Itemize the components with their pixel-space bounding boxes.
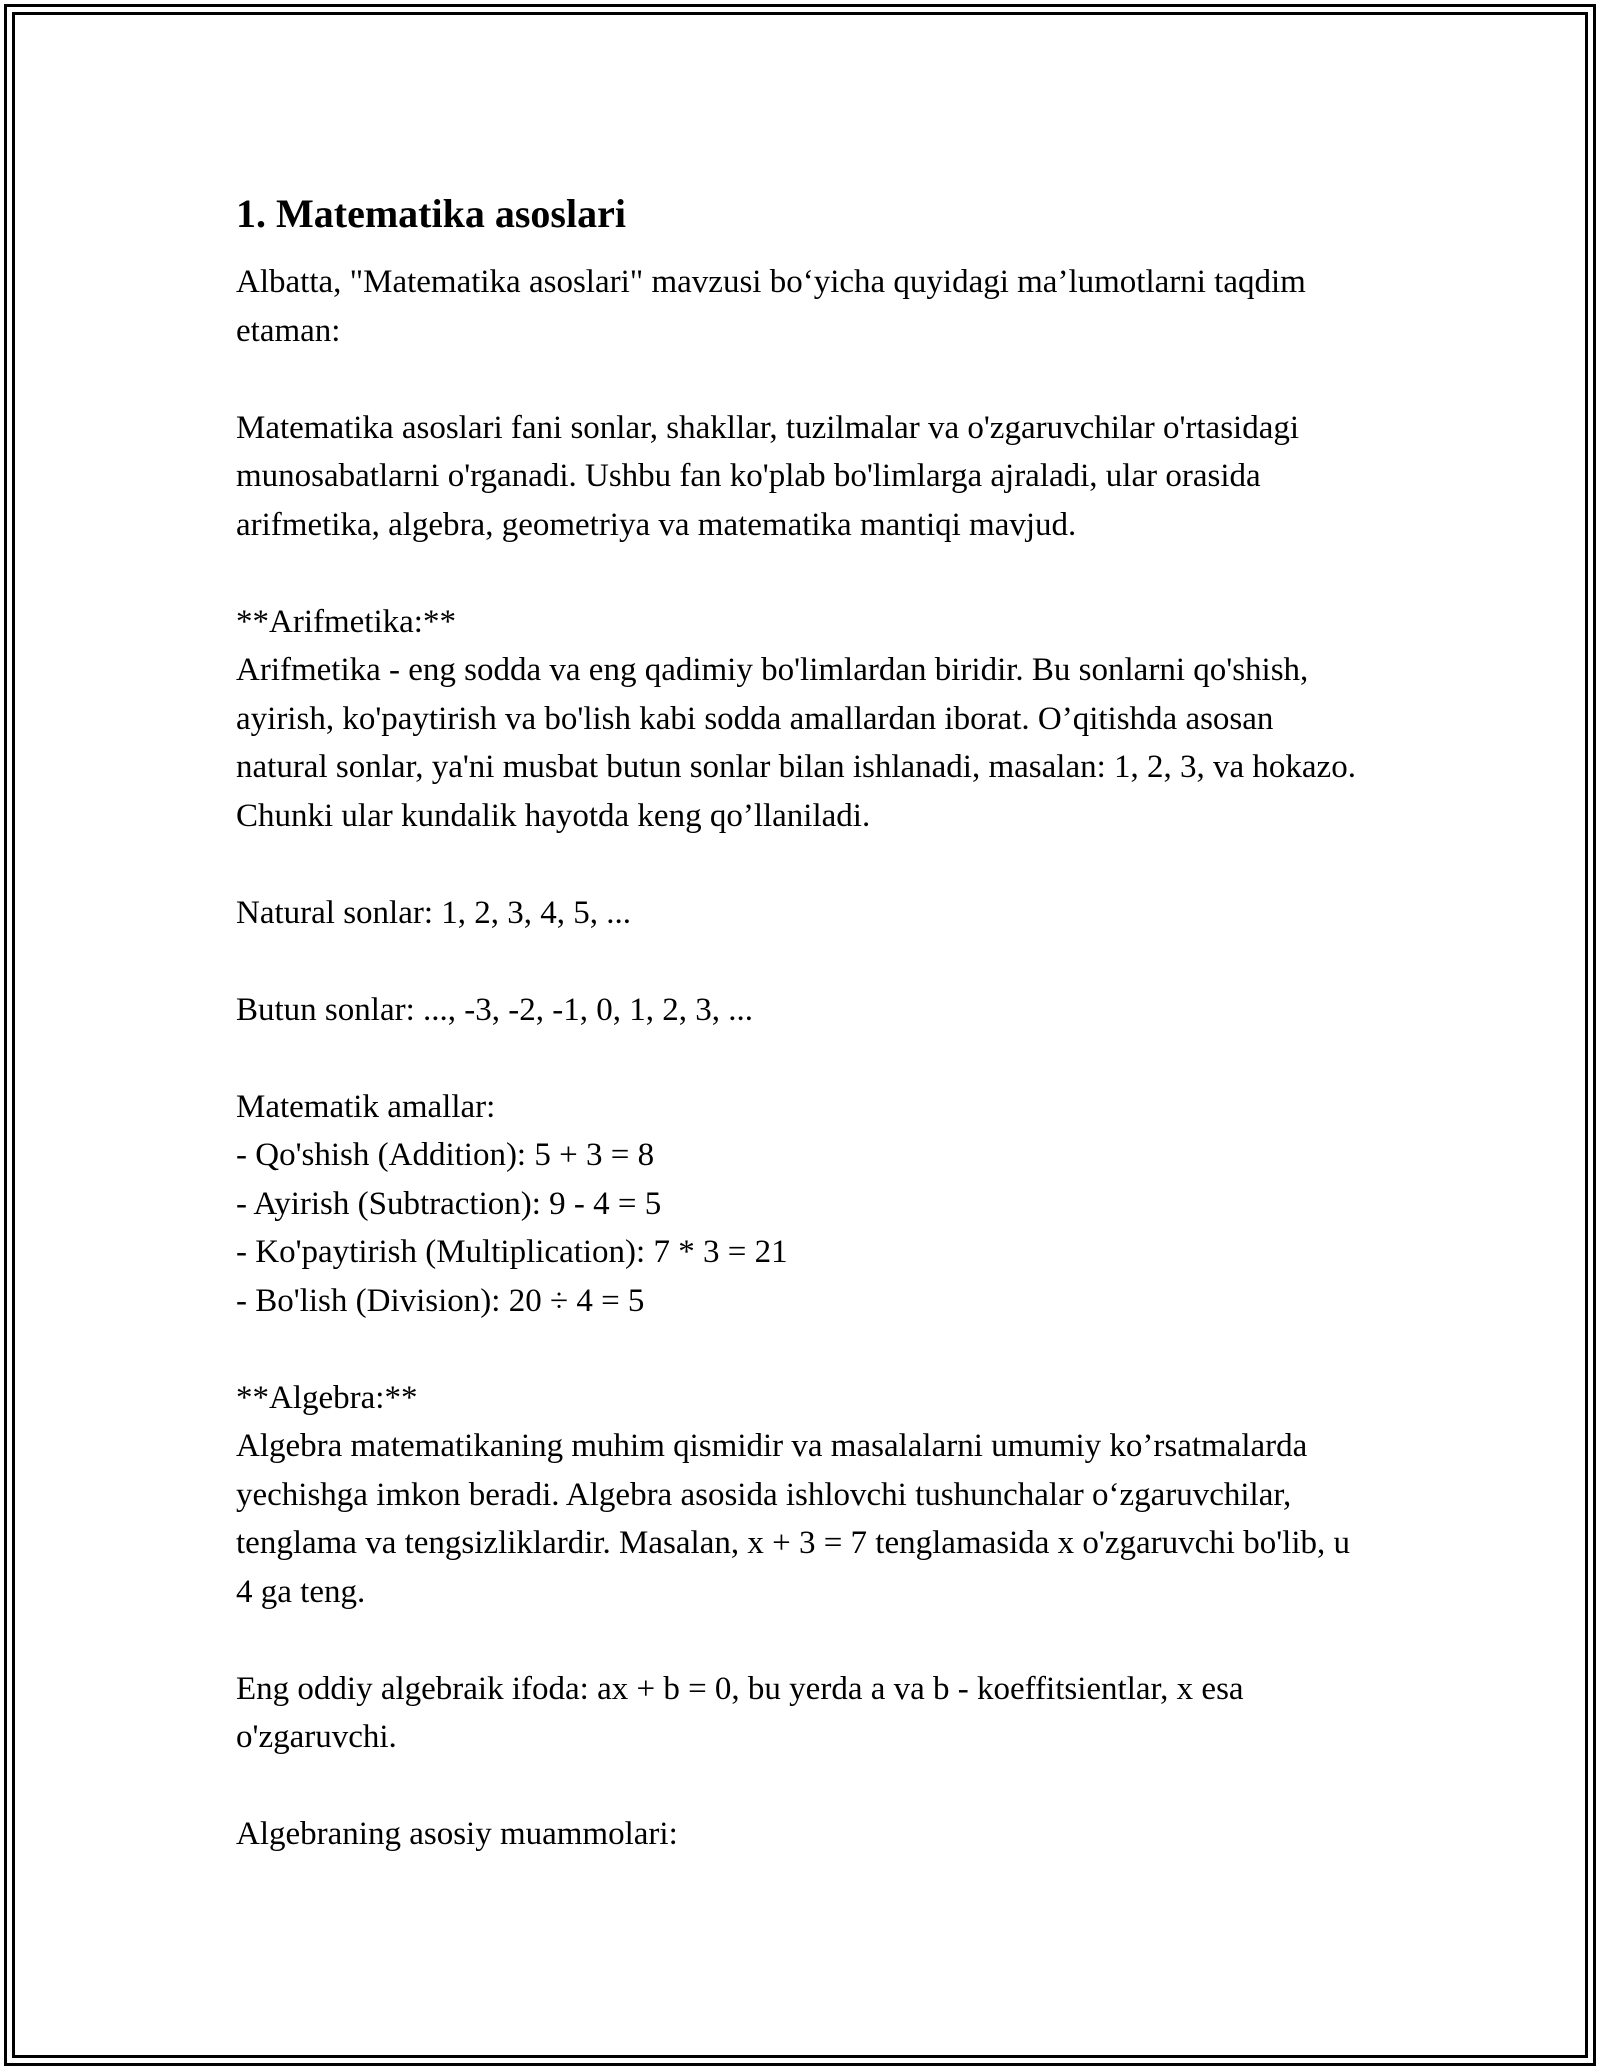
operation-item-division: - Bo'lish (Division): 20 ÷ 4 = 5 [236,1282,645,1319]
operation-item-subtraction: - Ayirish (Subtraction): 9 - 4 = 5 [236,1185,662,1222]
operations-list [236,1083,1366,1326]
arithmetic-title: **Arifmetika:** [236,603,456,640]
integers-line: Butun sonlar: ..., -3, -2, -1, 0, 1, 2, 3, ... [236,991,753,1028]
operations-title: Matematik amallar: [236,1088,496,1125]
simplest-expression-paragraph: Eng oddiy algebraik ifoda: ax + b = 0, bu yerda a va b - koeffitsientlar, x esa o'zgaruvchi. [236,1670,1244,1755]
page-title: 1. Matematika asoslari [236,191,626,236]
main-problems-line: Algebraning asosiy muammolari: [236,1816,678,1852]
overview-paragraph: Matematika asoslari fani sonlar, shakllar, tuzilmalar va o'zgaruvchilar o'rtasidagi munosabatlarni o'rganadi. Ushbu fan ko'plab bo'limlarga ajraladi, ular orasida arifmetika, algebra, geometriya va matematika mantiqi mavjud. [236,409,1300,543]
operation-item-multiplication: - Ko'paytirish (Multiplication): 7 * 3 = 21 [236,1234,788,1270]
algebra-paragraph: Algebra matematikaning muhim qismidir va masalalarni umumiy ko’rsatmalarda yechishga imkon beradi. Algebra asosida ishlovchi tushunchalar o‘zgaruvchilar, tenglama va tengsizliklardir. Masalan, x + 3 = 7 tenglamasida x o'zgaruvchi bo'lib, u 4 ga teng. [236,1428,1350,1610]
arithmetic-paragraph: Arifmetika - eng sodda va eng qadimiy bo'limlardan biridir. Bu sonlarni qo'shish, ayirish, ko'paytirish va bo'lish kabi sodda amallardan iborat. O’qitishda asosan natural sonlar, ya'ni musbat butun sonlar bilan ishlanadi, masalan: 1, 2, 3, va hokazo. Chunki ular kundalik hayotda keng qo’llaniladi. [236,652,1356,834]
intro-paragraph: Albatta, "Matematika asoslari" mavzusi bo‘yicha quyidagi ma’lumotlarni taqdim etaman: [236,264,1306,349]
natural-numbers-line: Natural sonlar: 1, 2, 3, 4, 5, ... [236,894,632,931]
algebra-title: **Algebra:** [236,1379,418,1416]
algebra-section [236,1374,1366,1617]
operation-item-addition: - Qo'shish (Addition): 5 + 3 = 8 [236,1137,655,1173]
arithmetic-section [236,598,1366,841]
document-content [236,186,1366,1859]
